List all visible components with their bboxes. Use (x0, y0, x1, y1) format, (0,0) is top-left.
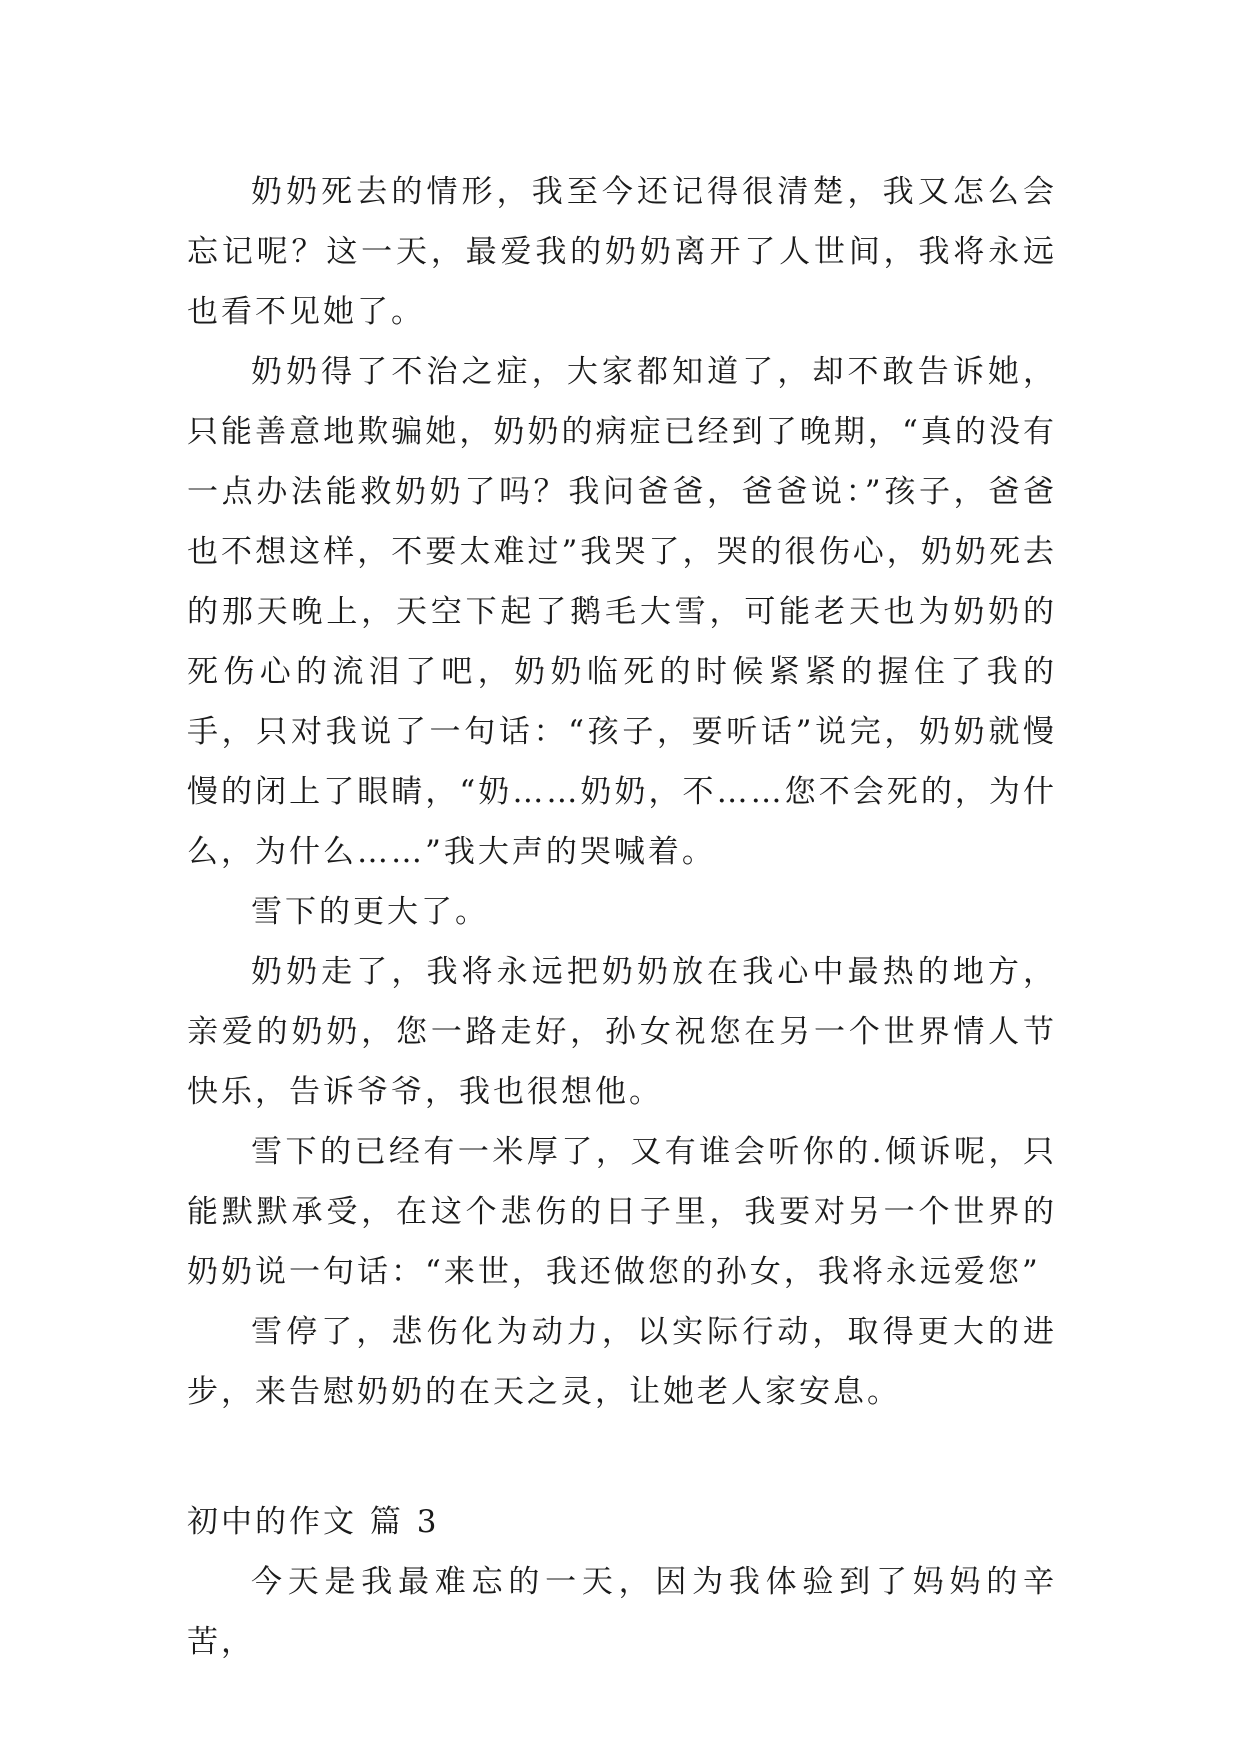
paragraph-4: 奶奶走了，我将永远把奶奶放在我心中最热的地方，亲爱的奶奶，您一路走好，孙女祝您在另一个世界情人节快乐，告诉爷爷，我也很想他。 (187, 954, 1057, 1110)
section-heading: 初中的作文 篇 3 (187, 1504, 440, 1540)
paragraph-7: 今天是我最难忘的一天，因为我体验到了妈妈的辛苦， (187, 1564, 1057, 1660)
paragraph-5: 雪下的已经有一米厚了，又有谁会听你的.倾诉呢，只能默默承受，在这个悲伤的日子里，我要对另一个世界的奶奶说一句话：“来世，我还做您的孙女，我将永远爱您” (187, 1134, 1057, 1290)
paragraph-3: 雪下的更大了。 (251, 894, 489, 930)
paragraph-2: 奶奶得了不治之症，大家都知道了，却不敢告诉她，只能善意地欺骗她，奶奶的病症已经到了晚期，“真的没有一点办法能救奶奶了吗？我问爸爸，爸爸说：”孩子，爸爸也不想这样，不要太难过”我哭了，哭的很伤心，奶奶死去的那天晚上，天空下起了鹅毛大雪，可能老天也为奶奶的死伤心的流泪了吧，奶奶临死的时候紧紧的握住了我的手，只对我说了一句话：“孩子，要听话”说完，奶奶就慢慢的闭上了眼睛，“奶……奶奶，不……您不会死的，为什么，为什么……”我大声的哭喊着。 (187, 354, 1057, 870)
paragraph-6: 雪停了，悲伤化为动力，以实际行动，取得更大的进步，来告慰奶奶的在天之灵，让她老人家安息。 (187, 1314, 1057, 1410)
document-page (187, 162, 1057, 1672)
paragraph-1: 奶奶死去的情形，我至今还记得很清楚，我又怎么会忘记呢？这一天，最爱我的奶奶离开了人世间，我将永远也看不见她了。 (187, 174, 1057, 330)
